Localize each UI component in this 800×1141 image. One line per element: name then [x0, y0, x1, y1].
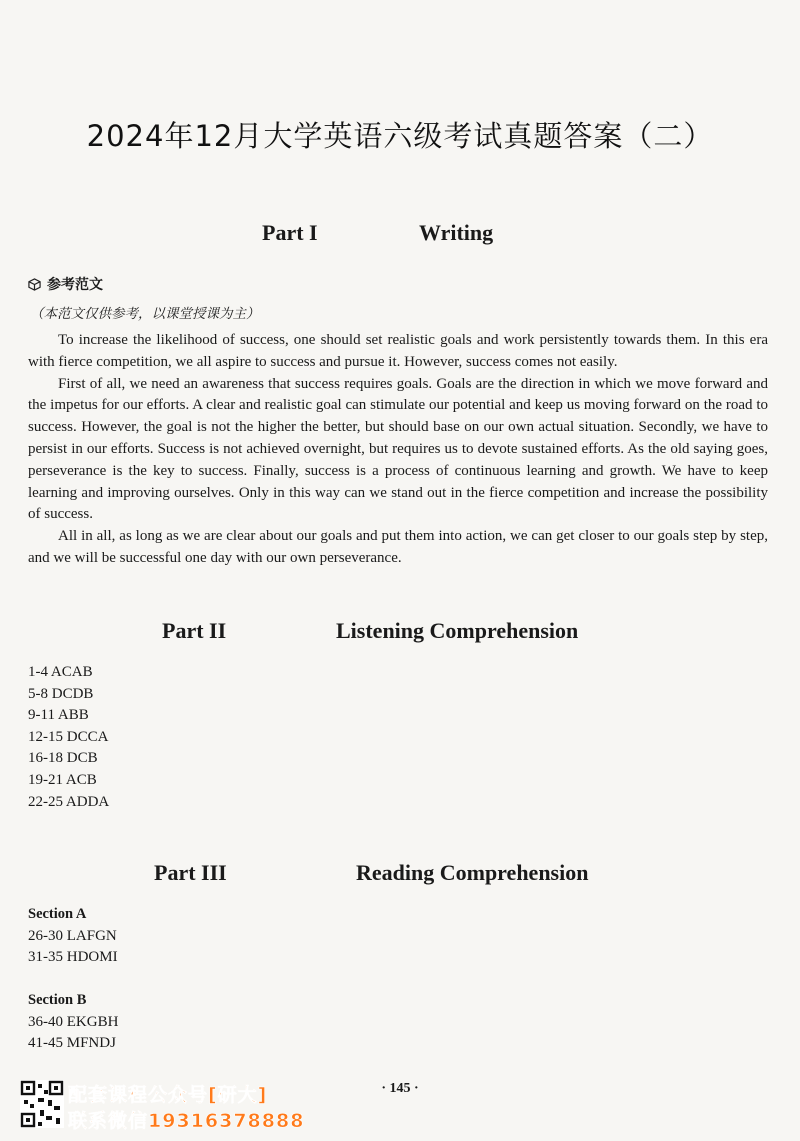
essay-paragraph: To increase the likelihood of success, one should set realistic goals and work persistently towards them. In this era with fierce competition, we all aspire to success and pursue it. However, success comes not easily. [28, 332, 768, 370]
part3-header [0, 860, 800, 890]
part3-name: Reading Comprehension [356, 860, 589, 885]
reading-section-a [28, 904, 118, 969]
reference-note: （本范文仅供参考，以课堂授课为主） [30, 306, 260, 322]
reference-essay-label: 参考范文 [47, 277, 103, 293]
page-number: · 145 · [381, 1081, 419, 1096]
part2-label: Part II [162, 618, 227, 643]
answer-line: 12-15 DCCA [28, 728, 109, 745]
answer-line: 9-11 ABB [28, 707, 89, 724]
answer-line: 36-40 EKGBH [28, 1013, 119, 1030]
answer-line: 5-8 DCDB [28, 685, 94, 702]
part1-name: Writing [419, 220, 494, 245]
part1-header [0, 220, 800, 250]
answer-line: 16-18 DCB [28, 750, 98, 767]
section-a-title: Section A [28, 906, 87, 922]
answer-line: 31-35 HDOMI [28, 949, 118, 966]
answer-line: 19-21 ACB [28, 771, 97, 788]
cube-icon [28, 278, 41, 291]
watermark [20, 1080, 320, 1132]
essay-paragraph: All in all, as long as we are clear about our goals and put them into action, we can get closer to our goals step by step, and we will be successful one day with our own perseverance. [28, 528, 768, 566]
answer-line: 1-4 ACAB [28, 664, 93, 680]
reading-section-b [28, 990, 118, 1055]
part2-name: Listening Comprehension [336, 618, 579, 643]
answer-line: 41-45 MFNDJ [28, 1035, 116, 1052]
essay-paragraph: First of all, we need an awareness that success requires goals. Goals are the direction in which we move forward and the impetus for our efforts. A clear and realistic goal can stimulate our potential and keep us moving forward on the road to success. However, the goal is not the higher the better, but should base on our own actual situation. Secondly, we have to persist in our efforts. Success is not achieved overnight, but requires us to devote sustained efforts. As the old saying goes, perseverance is the key to success. Finally, success is a process of continuous learning and growth. We have to keep learning and improving ourselves. Only in this way can we stand out in the fierce competition and increase the possibility of success. [28, 375, 768, 523]
section-b-title: Section B [28, 992, 87, 1008]
listening-answers [28, 662, 109, 813]
watermark-line-1: 配套课程公众号[研大] [68, 1084, 268, 1106]
part3-label: Part III [154, 860, 227, 885]
essay-body [28, 330, 768, 570]
reference-essay-heading [28, 274, 103, 294]
part2-header [0, 618, 800, 648]
part1-label: Part I [262, 220, 318, 245]
answer-line: 22-25 ADDA [28, 793, 110, 810]
watermark-line-2: 联系微信19316378888 [68, 1110, 305, 1132]
page-title: 2024年12月大学英语六级考试真题答案（二） [86, 119, 714, 153]
qr-code-icon [20, 1080, 64, 1128]
answer-line: 26-30 LAFGN [28, 927, 117, 944]
